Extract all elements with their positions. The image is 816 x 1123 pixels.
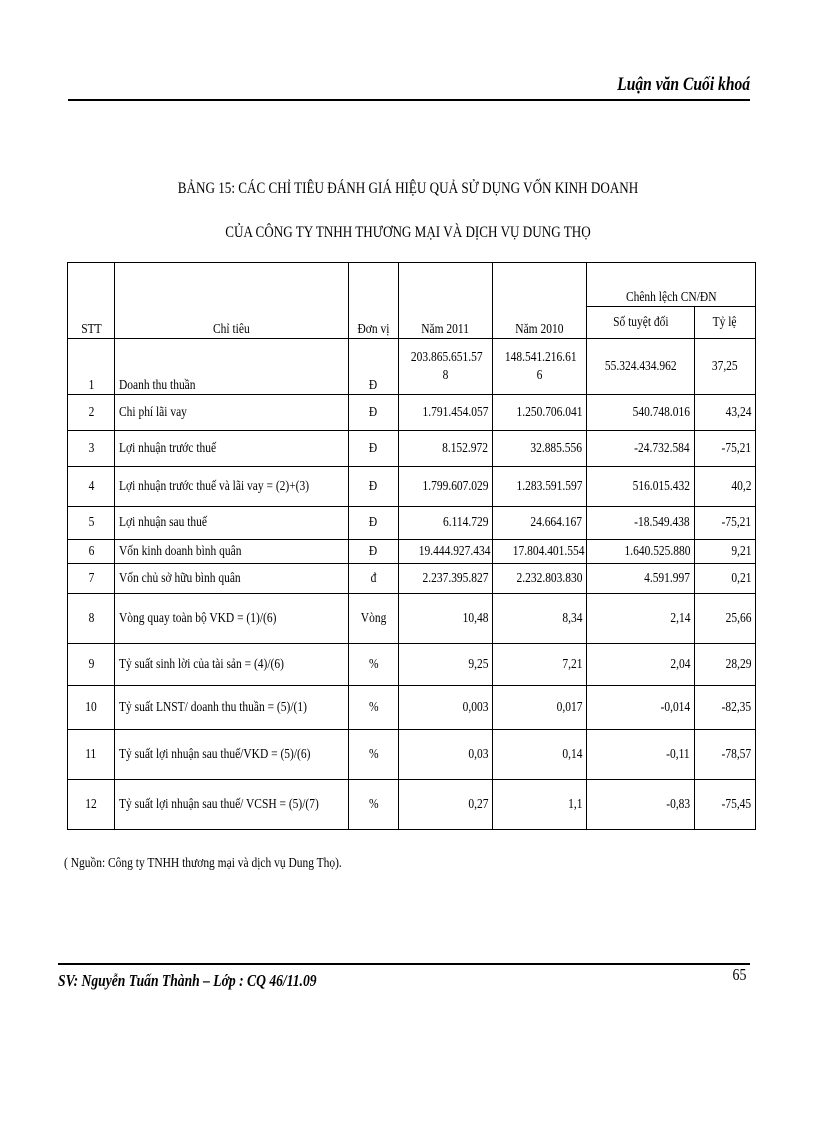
table-row (68, 395, 756, 431)
indicator-table (67, 262, 756, 830)
cell-stt: 8 (68, 594, 115, 644)
cell-don-vi: Đ (349, 395, 399, 431)
cell-stt: 1 (68, 339, 115, 395)
cell-nam-2011: 6.114.729 (399, 507, 493, 540)
cell-chi-tieu: Lợi nhuận sau thuế (115, 507, 349, 540)
cell-so-tuyet-doi: 516.015.432 (587, 467, 695, 507)
cell-stt: 10 (68, 686, 115, 730)
cell-chi-tieu: Lợi nhuận trước thuế và lãi vay = (2)+(3) (115, 467, 349, 507)
cell-nam-2011: 0,03 (399, 730, 493, 780)
cell-ty-le: 0,21 (695, 564, 756, 594)
cell-chi-tieu: Tỷ suất sinh lời của tài sản = (4)/(6) (115, 644, 349, 686)
cell-so-tuyet-doi: -24.732.584 (587, 431, 695, 467)
cell-don-vi: Đ (349, 467, 399, 507)
cell-ty-le: 9,21 (695, 540, 756, 564)
page-number: 65 (732, 965, 747, 984)
footer-divider (58, 963, 750, 965)
table-row (68, 431, 756, 467)
header-nam-2010: Năm 2010 (493, 263, 587, 339)
cell-chi-tieu: Vốn chủ sở hữu bình quân (115, 564, 349, 594)
table-row (68, 467, 756, 507)
table-row (68, 564, 756, 594)
cell-nam-2010: 2.232.803.830 (493, 564, 587, 594)
cell-so-tuyet-doi: -0,11 (587, 730, 695, 780)
cell-don-vi: % (349, 686, 399, 730)
cell-nam-2011: 1.791.454.057 (399, 395, 493, 431)
header-so-tuyet-doi: Số tuyệt đối (587, 307, 695, 339)
cell-nam-2011: 0,27 (399, 780, 493, 830)
cell-don-vi: % (349, 780, 399, 830)
cell-ty-le: -75,21 (695, 507, 756, 540)
cell-don-vi: Đ (349, 339, 399, 395)
table-row (68, 507, 756, 540)
cell-nam-2010: 1,1 (493, 780, 587, 830)
cell-nam-2010: 0,14 (493, 730, 587, 780)
cell-chi-tieu: Tỷ suất LNST/ doanh thu thuần = (5)/(1) (115, 686, 349, 730)
source-note: ( Nguồn: Công ty TNHH thương mại và dịch vụ Dung Thọ). (64, 856, 342, 871)
cell-ty-le: -75,21 (695, 431, 756, 467)
cell-nam-2011: 1.799.607.029 (399, 467, 493, 507)
cell-so-tuyet-doi: 4.591.997 (587, 564, 695, 594)
header-stt: STT (68, 263, 115, 339)
cell-nam-2011: 10,48 (399, 594, 493, 644)
cell-ty-le: 28,29 (695, 644, 756, 686)
table-row (68, 540, 756, 564)
cell-ty-le: -78,57 (695, 730, 756, 780)
cell-nam-2010: 7,21 (493, 644, 587, 686)
table-row (68, 644, 756, 686)
cell-stt: 9 (68, 644, 115, 686)
cell-ty-le: 43,24 (695, 395, 756, 431)
cell-nam-2011: 9,25 (399, 644, 493, 686)
cell-stt: 5 (68, 507, 115, 540)
cell-don-vi: % (349, 644, 399, 686)
table-row (68, 339, 756, 395)
cell-nam-2011: 19.444.927.434 (399, 540, 493, 564)
table-row (68, 730, 756, 780)
cell-so-tuyet-doi: 540.748.016 (587, 395, 695, 431)
cell-stt: 12 (68, 780, 115, 830)
cell-stt: 11 (68, 730, 115, 780)
header-ty-le: Tỷ lệ (695, 307, 756, 339)
cell-nam-2011: 203.865.651.57 8 (399, 339, 493, 395)
cell-nam-2010: 32.885.556 (493, 431, 587, 467)
cell-ty-le: 37,25 (695, 339, 756, 395)
cell-don-vi: Đ (349, 431, 399, 467)
cell-so-tuyet-doi: 2,04 (587, 644, 695, 686)
cell-ty-le: 25,66 (695, 594, 756, 644)
table-title-line-1: BẢNG 15: CÁC CHỈ TIÊU ĐÁNH GIÁ HIỆU QUẢ SỬ DỤNG VỐN KINH DOANH (177, 180, 639, 197)
cell-nam-2011: 8.152.972 (399, 431, 493, 467)
cell-chi-tieu: Tỷ suất lợi nhuận sau thuế/VKD = (5)/(6) (115, 730, 349, 780)
cell-chi-tieu: Vòng quay toàn bộ VKD = (1)/(6) (115, 594, 349, 644)
cell-nam-2011: 2.237.395.827 (399, 564, 493, 594)
cell-nam-2010: 8,34 (493, 594, 587, 644)
cell-so-tuyet-doi: -0,014 (587, 686, 695, 730)
header-chenh-lech: Chênh lệch CN/ĐN (587, 263, 756, 307)
cell-stt: 7 (68, 564, 115, 594)
table-title-line-2: CỦA CÔNG TY TNHH THƯƠNG MẠI VÀ DỊCH VỤ DUNG THỌ (225, 224, 591, 241)
cell-so-tuyet-doi: 55.324.434.962 (587, 339, 695, 395)
cell-so-tuyet-doi: -0,83 (587, 780, 695, 830)
cell-chi-tieu: Tỷ suất lợi nhuận sau thuế/ VCSH = (5)/(7) (115, 780, 349, 830)
cell-ty-le: 40,2 (695, 467, 756, 507)
cell-nam-2010: 148.541.216.61 6 (493, 339, 587, 395)
cell-chi-tieu: Vốn kinh doanh bình quân (115, 540, 349, 564)
cell-nam-2010: 17.804.401.554 (493, 540, 587, 564)
footer-author: SV: Nguyễn Tuấn Thành – Lớp : CQ 46/11.09 (58, 971, 317, 990)
cell-nam-2010: 24.664.167 (493, 507, 587, 540)
cell-don-vi: Đ (349, 507, 399, 540)
cell-chi-tieu: Doanh thu thuần (115, 339, 349, 395)
header-nam-2011: Năm 2011 (399, 263, 493, 339)
cell-nam-2010: 1.250.706.041 (493, 395, 587, 431)
cell-nam-2010: 0,017 (493, 686, 587, 730)
cell-stt: 6 (68, 540, 115, 564)
table-row (68, 594, 756, 644)
cell-so-tuyet-doi: -18.549.438 (587, 507, 695, 540)
header-divider (68, 99, 750, 101)
table-row (68, 780, 756, 830)
cell-chi-tieu: Chi phí lãi vay (115, 395, 349, 431)
cell-nam-2011: 0,003 (399, 686, 493, 730)
cell-ty-le: -75,45 (695, 780, 756, 830)
cell-stt: 3 (68, 431, 115, 467)
cell-stt: 2 (68, 395, 115, 431)
cell-so-tuyet-doi: 2,14 (587, 594, 695, 644)
cell-nam-2010: 1.283.591.597 (493, 467, 587, 507)
table-row (68, 686, 756, 730)
cell-don-vi: Đ (349, 540, 399, 564)
header-don-vi: Đơn vị (349, 263, 399, 339)
header-title: Luận văn Cuối khoá (617, 74, 750, 95)
cell-don-vi: Vòng (349, 594, 399, 644)
cell-don-vi: % (349, 730, 399, 780)
header-chi-tieu: Chỉ tiêu (115, 263, 349, 339)
cell-don-vi: đ (349, 564, 399, 594)
cell-chi-tieu: Lợi nhuận trước thuế (115, 431, 349, 467)
cell-so-tuyet-doi: 1.640.525.880 (587, 540, 695, 564)
cell-ty-le: -82,35 (695, 686, 756, 730)
cell-stt: 4 (68, 467, 115, 507)
